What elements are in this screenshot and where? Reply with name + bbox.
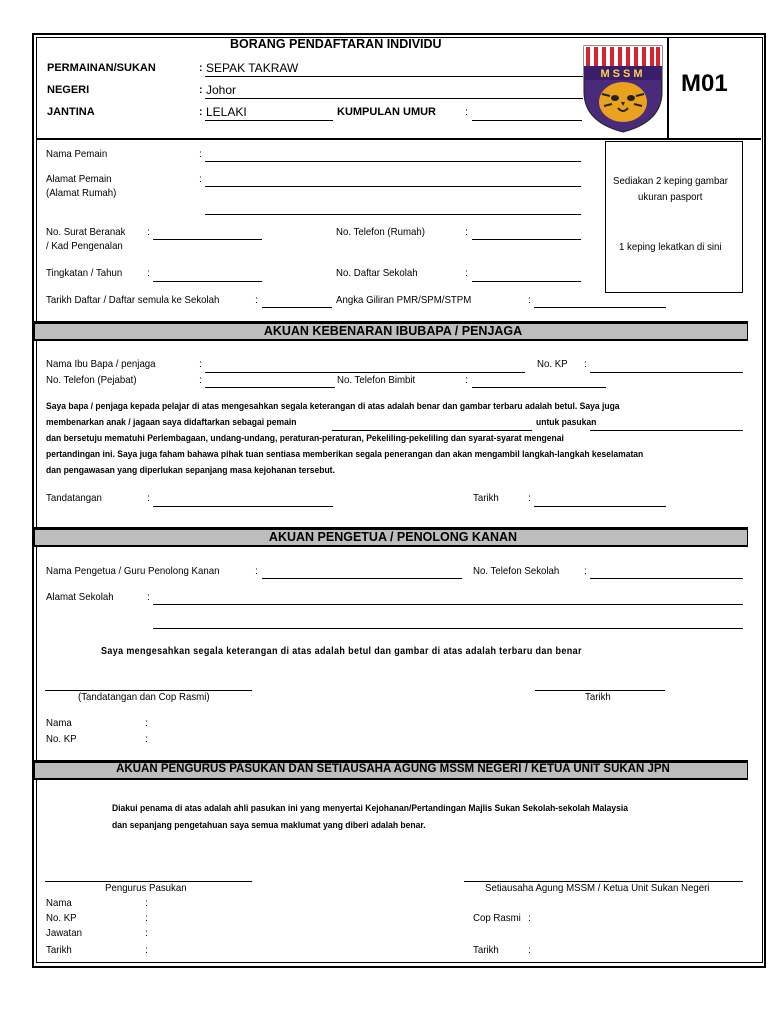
colon: : xyxy=(145,717,148,729)
alamat-sekolah-field-2[interactable] xyxy=(153,628,743,629)
colon: : xyxy=(465,226,468,238)
pengetua-no-kp-label: No. KP xyxy=(46,733,77,745)
nama-pemain-field[interactable] xyxy=(205,161,581,162)
kumpulan-umur-field-line[interactable] xyxy=(472,120,582,121)
nama-ibubapa-label: Nama Ibu Bapa / penjaga xyxy=(46,358,156,370)
colon: : xyxy=(145,897,148,909)
colon: : xyxy=(145,733,148,745)
telefon-bimbit-field[interactable] xyxy=(472,387,606,388)
header-bottom-border xyxy=(36,138,761,140)
pengurus-jawatan-label: Jawatan xyxy=(46,927,82,939)
alamat-sekolah-field-1[interactable] xyxy=(153,604,743,605)
mssm-logo xyxy=(582,44,664,134)
angka-giliran-field[interactable] xyxy=(534,307,666,308)
kumpulan-umur-label: KUMPULAN UMUR xyxy=(337,106,436,118)
colon: : xyxy=(584,358,587,370)
daftar-sekolah-field[interactable] xyxy=(472,281,581,282)
colon: : xyxy=(147,591,150,603)
colon: : xyxy=(145,944,148,956)
nama-pengetua-field[interactable] xyxy=(262,578,462,579)
telefon-rumah-label: No. Telefon (Rumah) xyxy=(336,226,425,238)
alamat-field-line-2[interactable] xyxy=(205,214,581,215)
colon: : xyxy=(199,84,203,96)
consent-paragraph-line-5: dan pengawasan yang diperlukan sepanjang masa kejohanan tersebut. xyxy=(46,465,335,476)
pengetua-statement: Saya mengesahkan segala keterangan di atas adalah betul dan gambar di atas adalah terbaru dan benar xyxy=(101,646,582,657)
logo-text: MSSM xyxy=(600,68,646,80)
tingkatan-label: Tingkatan / Tahun xyxy=(46,267,123,279)
pengurus-no-kp-label: No. KP xyxy=(46,912,77,924)
pasukan-field[interactable] xyxy=(590,430,743,431)
colon: : xyxy=(145,912,148,924)
permainan-label: PERMAINAN/SUKAN xyxy=(47,62,156,74)
colon: : xyxy=(199,374,202,386)
form-title: BORANG PENDAFTARAN INDIVIDU xyxy=(230,37,442,51)
colon: : xyxy=(147,267,150,279)
nama-pengetua-label: Nama Pengetua / Guru Penolong Kanan xyxy=(46,565,220,577)
permainan-field-line xyxy=(205,76,583,77)
colon: : xyxy=(199,62,203,74)
jantina-value[interactable]: LELAKI xyxy=(206,105,247,119)
pemain-sukan-field[interactable] xyxy=(332,430,532,431)
colon: : xyxy=(147,226,150,238)
header-vertical-divider xyxy=(667,37,669,138)
tarikh-field[interactable] xyxy=(534,506,666,507)
consent-paragraph-line-3: dan bersetuju mematuhi Perlembagaan, undang-undang, peraturan-peraturan, Pekeliling-pekeliling dan syarat-syarat mengenai xyxy=(46,433,564,444)
no-kp-label: No. KP xyxy=(537,358,568,370)
colon: : xyxy=(528,944,531,956)
alamat-pemain-label: Alamat Pemain xyxy=(46,173,112,185)
tingkatan-field[interactable] xyxy=(153,281,262,282)
nama-pemain-label: Nama Pemain xyxy=(46,148,108,160)
colon: : xyxy=(465,267,468,279)
telefon-pejabat-label: No. Telefon (Pejabat) xyxy=(46,374,137,386)
tandatangan-label: Tandatangan xyxy=(46,492,102,504)
tandatangan-cop-label: (Tandatangan dan Cop Rasmi) xyxy=(78,691,210,703)
photo-instruction-3: 1 keping lekatkan di sini xyxy=(619,241,722,253)
pengurus-paragraph-line-1: Diakui penama di atas adalah ahli pasukan ini yang menyertai Kejohanan/Pertandingan Majlis Sukan Sekolah-sekolah Malaysia xyxy=(112,803,629,814)
consent-paragraph-line-4: pertandingan ini. Saya juga faham bahawa pihak tuan sentiasa memberikan segala penerangan dan akan mengambil langkah-langkah keselamatan xyxy=(46,449,644,460)
kad-pengenalan-label: / Kad Pengenalan xyxy=(46,240,123,252)
pengetua-tarikh-label: Tarikh xyxy=(585,691,611,703)
telefon-rumah-field[interactable] xyxy=(472,239,581,240)
colon: : xyxy=(528,294,531,306)
pengetua-nama-label: Nama xyxy=(46,717,72,729)
jantina-field-line xyxy=(205,120,333,121)
pengurus-paragraph-line-2: dan sepanjang pengetahuan saya semua maklumat yang diberi adalah benar. xyxy=(112,820,426,831)
negeri-value[interactable]: Johor xyxy=(206,83,237,97)
tarikh-label: Tarikh xyxy=(473,492,499,504)
telefon-bimbit-label: No. Telefon Bimbit xyxy=(337,374,416,386)
form-code: M01 xyxy=(681,70,728,97)
alamat-rumah-label: (Alamat Rumah) xyxy=(46,187,117,199)
colon: : xyxy=(199,358,202,370)
setiausaha-tarikh-label: Tarikh xyxy=(473,944,499,956)
angka-giliran-label: Angka Giliran PMR/SPM/STPM xyxy=(336,294,472,306)
colon: : xyxy=(255,294,258,306)
tandatangan-field[interactable] xyxy=(153,506,333,507)
telefon-sekolah-field[interactable] xyxy=(590,578,743,579)
photo-instruction-2: ukuran pasport xyxy=(638,191,703,203)
alamat-sekolah-label: Alamat Sekolah xyxy=(46,591,114,603)
telefon-pejabat-field[interactable] xyxy=(205,387,335,388)
untuk-pasukan-text: untuk pasukan xyxy=(536,417,597,428)
colon: : xyxy=(199,106,203,118)
ibubapa-section-title: AKUAN KEBENARAN IBUBAPA / PENJAGA xyxy=(263,324,523,338)
pengurus-section-title: AKUAN PENGURUS PASUKAN DAN SETIAUSAHA AGUNG MSSM NEGERI / KETUA UNIT SUKAN JPN xyxy=(116,763,670,775)
colon: : xyxy=(465,106,468,118)
negeri-field-line xyxy=(205,98,583,99)
cop-rasmi-label: Cop Rasmi xyxy=(473,912,521,924)
nama-ibubapa-field[interactable] xyxy=(205,372,525,373)
colon: : xyxy=(147,492,150,504)
photo-instruction-1: Sediakan 2 keping gambar xyxy=(613,175,728,187)
pengetua-section-title: AKUAN PENGETUA / PENOLONG KANAN xyxy=(268,530,518,544)
photo-box[interactable] xyxy=(605,141,743,293)
consent-paragraph-line-1: Saya bapa / penjaga kepada pelajar di atas mengesahkan segala keterangan di atas adalah benar dan gambar terbaru adalah betul. Saya juga xyxy=(46,401,620,412)
pengurus-nama-label: Nama xyxy=(46,897,72,909)
daftar-sekolah-label: No. Daftar Sekolah xyxy=(336,267,418,279)
negeri-label: NEGERI xyxy=(47,84,90,96)
colon: : xyxy=(199,148,202,160)
tarikh-daftar-field[interactable] xyxy=(262,307,332,308)
colon: : xyxy=(465,374,468,386)
surat-beranak-label: No. Surat Beranak xyxy=(46,226,126,238)
jantina-label: JANTINA xyxy=(47,106,95,118)
colon: : xyxy=(584,565,587,577)
colon: : xyxy=(528,912,531,924)
tarikh-daftar-label: Tarikh Daftar / Daftar semula ke Sekolah xyxy=(46,294,220,306)
colon: : xyxy=(255,565,258,577)
telefon-sekolah-label: No. Telefon Sekolah xyxy=(473,565,560,577)
surat-beranak-field[interactable] xyxy=(153,239,262,240)
no-kp-field[interactable] xyxy=(590,372,743,373)
colon: : xyxy=(528,492,531,504)
colon: : xyxy=(199,173,202,185)
permainan-value[interactable]: SEPAK TAKRAW xyxy=(206,61,299,75)
alamat-field-line-1[interactable] xyxy=(205,186,581,187)
pengurus-pasukan-label: Pengurus Pasukan xyxy=(105,882,187,894)
pengurus-tarikh-label: Tarikh xyxy=(46,944,72,956)
colon: : xyxy=(145,927,148,939)
setiausaha-label: Setiausaha Agung MSSM / Ketua Unit Sukan Negeri xyxy=(485,882,710,894)
consent-paragraph-line-2: membenarkan anak / jagaan saya didaftarkan sebagai pemain xyxy=(46,417,297,428)
